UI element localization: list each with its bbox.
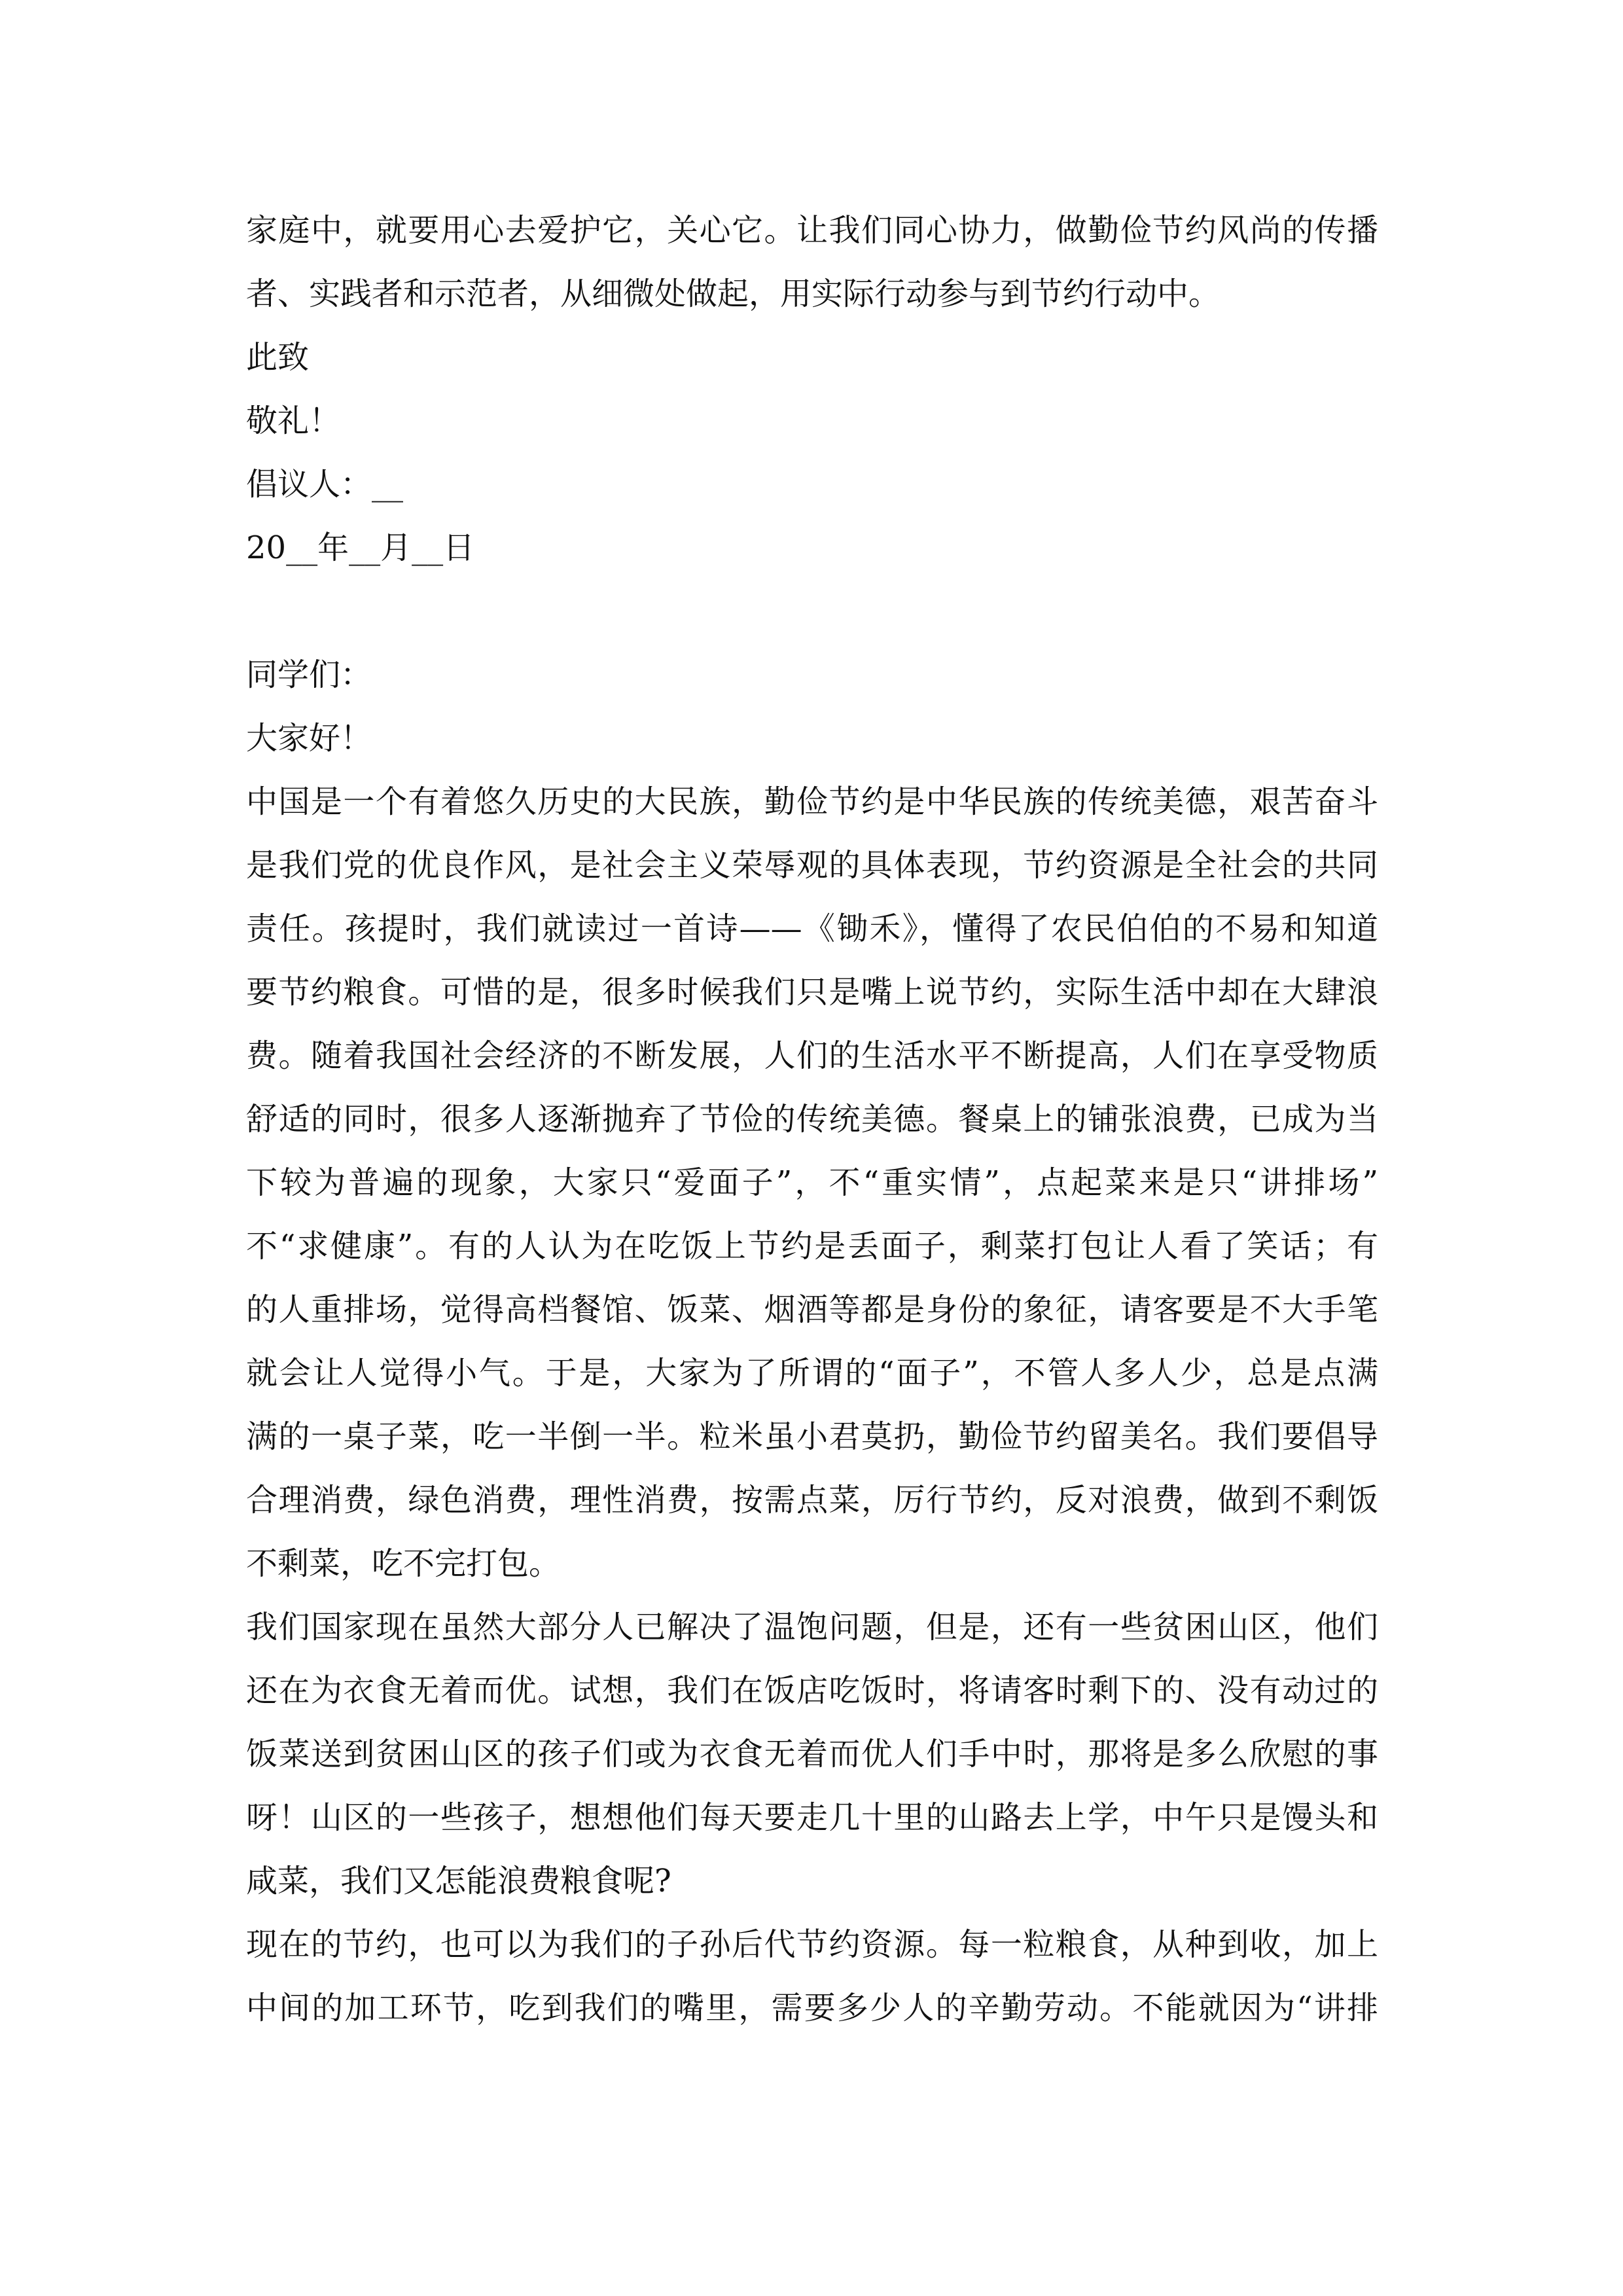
text-line: 不“求健康”。有的人认为在吃饭上节约是丢面子，剩菜打包让人看了笑话；有 bbox=[246, 1228, 1378, 1265]
text-line: 者、实践者和示范者，从细微处做起，用实际行动参与到节约行动中。 bbox=[246, 276, 1221, 312]
text-line: 责任。孩提时，我们就读过一首诗——《锄禾》，懂得了农民伯伯的不易和知道 bbox=[246, 910, 1378, 947]
text-line: 现在的节约，也可以为我们的子孙后代节约资源。每一粒粮食，从种到收，加上 bbox=[246, 1926, 1378, 1963]
text-line: 要节约粮食。可惜的是，很多时候我们只是嘴上说节约，实际生活中却在大肆浪 bbox=[246, 974, 1378, 1011]
text-line: 舒适的同时，很多人逐渐抛弃了节俭的传统美德。餐桌上的铺张浪费，已成为当 bbox=[246, 1101, 1378, 1138]
text-line: 中间的加工环节，吃到我们的嘴里，需要多少人的辛勤劳动。不能就因为“讲排 bbox=[246, 1990, 1378, 2026]
proposer-line: 倡议人：__ bbox=[246, 466, 404, 503]
text-line: 是我们党的优良作风，是社会主义荣辱观的具体表现，节约资源是全社会的共同 bbox=[246, 847, 1378, 884]
salutation: 同学们： bbox=[246, 656, 372, 693]
text-line: 费。随着我国社会经济的不断发展，人们的生活水平不断提高，人们在享受物质 bbox=[246, 1037, 1378, 1074]
text-line: 的人重排场，觉得高档餐馆、饭菜、烟酒等都是身份的象征，请客要是不大手笔 bbox=[246, 1291, 1378, 1328]
document-body bbox=[246, 199, 1378, 2040]
closing-regards: 敬礼！ bbox=[246, 403, 341, 439]
text-line: 就会让人觉得小气。于是，大家为了所谓的“面子”，不管人多人少，总是点满 bbox=[246, 1355, 1378, 1391]
text-line: 呀！山区的一些孩子，想想他们每天要走几十里的山路去上学，中午只是馒头和 bbox=[246, 1799, 1378, 1836]
text-line: 我们国家现在虽然大部分人已解决了温饱问题，但是，还有一些贫困山区，他们 bbox=[246, 1609, 1378, 1645]
text-line: 下较为普遍的现象，大家只“爱面子”，不“重实情”，点起菜来是只“讲排场” bbox=[246, 1164, 1378, 1201]
section-gap bbox=[246, 580, 1378, 643]
text-line: 满的一桌子菜，吃一半倒一半。粒米虽小君莫扔，勤俭节约留美名。我们要倡导 bbox=[246, 1418, 1378, 1455]
text-line: 家庭中，就要用心去爱护它，关心它。让我们同心协力，做勤俭节约风尚的传播 bbox=[246, 212, 1378, 249]
date-line: 20__年__月__日 bbox=[246, 529, 475, 566]
text-line: 合理消费，绿色消费，理性消费，按需点菜，厉行节约，反对浪费，做到不剩饭 bbox=[246, 1482, 1378, 1518]
closing-salutation: 此致 bbox=[246, 339, 310, 376]
text-line: 还在为衣食无着而优。试想，我们在饭店吃饭时，将请客时剩下的、没有动过的 bbox=[246, 1672, 1378, 1709]
text-line: 咸菜，我们又怎能浪费粮食呢? bbox=[246, 1863, 671, 1899]
text-line: 中国是一个有着悠久历史的大民族，勤俭节约是中华民族的传统美德，艰苦奋斗 bbox=[246, 783, 1378, 820]
text-line: 不剩菜，吃不完打包。 bbox=[246, 1545, 561, 1582]
greeting: 大家好！ bbox=[246, 720, 372, 757]
text-line: 饭菜送到贫困山区的孩子们或为衣食无着而优人们手中时，那将是多么欣慰的事 bbox=[246, 1736, 1378, 1772]
